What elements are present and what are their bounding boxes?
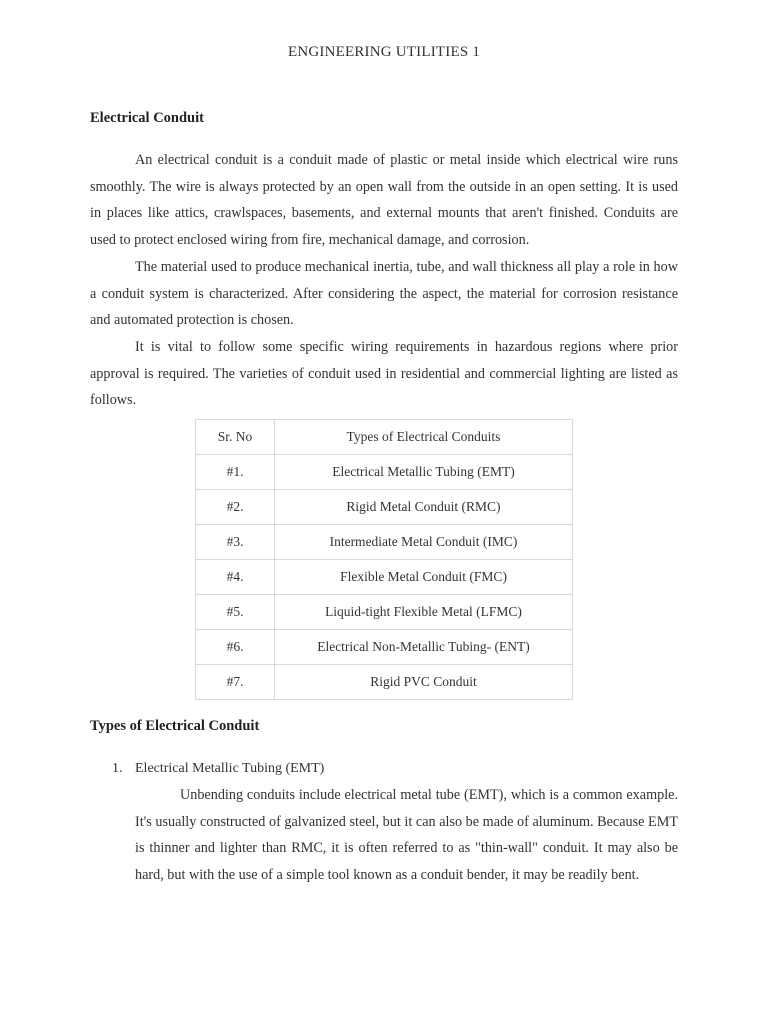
paragraph-requirements: It is vital to follow some specific wiring requirements in hazardous regions where prior approval is required. The varieties of conduit used in residential and commercial lighting are listed as follows. xyxy=(90,339,678,409)
table-row xyxy=(196,665,573,700)
table-cell-type: Liquid-tight Flexible Metal (LFMC) xyxy=(275,595,573,630)
page-header-title: ENGINEERING UTILITIES 1 xyxy=(287,44,481,60)
table-cell-type: Rigid PVC Conduit xyxy=(275,665,573,700)
table-row xyxy=(196,525,573,560)
table-header-sr-no: Sr. No xyxy=(196,420,275,455)
list-item-number: 1. xyxy=(112,761,123,776)
paragraph-intro: An electrical conduit is a conduit made of plastic or metal inside which electrical wire runs smoothly. The wire is always protected by an open wall from the outside in an open setting. It is used in places like attics, crawlspaces, basements, and external mounts that aren't finished. Conduits are used to protect enclosed wiring from fire, mechanical damage, and corrosion. xyxy=(90,152,678,249)
conduit-types-table-wrapper xyxy=(195,419,573,700)
list-item-emt xyxy=(112,761,324,777)
table-cell-type: Electrical Non-Metallic Tubing- (ENT) xyxy=(275,630,573,665)
table-cell-type: Rigid Metal Conduit (RMC) xyxy=(275,490,573,525)
table-row xyxy=(196,595,573,630)
table-row xyxy=(196,560,573,595)
conduit-types-table xyxy=(195,419,573,700)
table-row xyxy=(196,455,573,490)
table-cell-sr-no: #7. xyxy=(196,665,275,700)
table-header-types: Types of Electrical Conduits xyxy=(275,420,573,455)
paragraph-material: The material used to produce mechanical inertia, tube, and wall thickness all play a role in how a conduit system is characterized. After considering the aspect, the material for corrosion resistance and automated protection is chosen. xyxy=(90,259,678,329)
table-cell-sr-no: #3. xyxy=(196,525,275,560)
paragraph-emt: Unbending conduits include electrical metal tube (EMT), which is a common example. It's usually constructed of galvanized steel, but it can also be made of aluminum. Because EMT is thinner and lighter than RMC, it is often referred to as "thin-wall" conduit. It may also be hard, but with the use of a simple tool known as a conduit bender, it may be readily bent. xyxy=(135,787,678,884)
table-row xyxy=(196,630,573,665)
table-cell-sr-no: #4. xyxy=(196,560,275,595)
table-cell-sr-no: #6. xyxy=(196,630,275,665)
section-heading-types-of-conduit: Types of Electrical Conduit xyxy=(90,718,260,734)
table-cell-type: Intermediate Metal Conduit (IMC) xyxy=(275,525,573,560)
table-cell-sr-no: #2. xyxy=(196,490,275,525)
table-header-row xyxy=(196,420,573,455)
list-item-title: Electrical Metallic Tubing (EMT) xyxy=(135,761,325,776)
table-row xyxy=(196,490,573,525)
table-cell-type: Electrical Metallic Tubing (EMT) xyxy=(275,455,573,490)
table-cell-sr-no: #1. xyxy=(196,455,275,490)
section-heading-electrical-conduit: Electrical Conduit xyxy=(90,110,204,126)
table-cell-sr-no: #5. xyxy=(196,595,275,630)
table-cell-type: Flexible Metal Conduit (FMC) xyxy=(275,560,573,595)
